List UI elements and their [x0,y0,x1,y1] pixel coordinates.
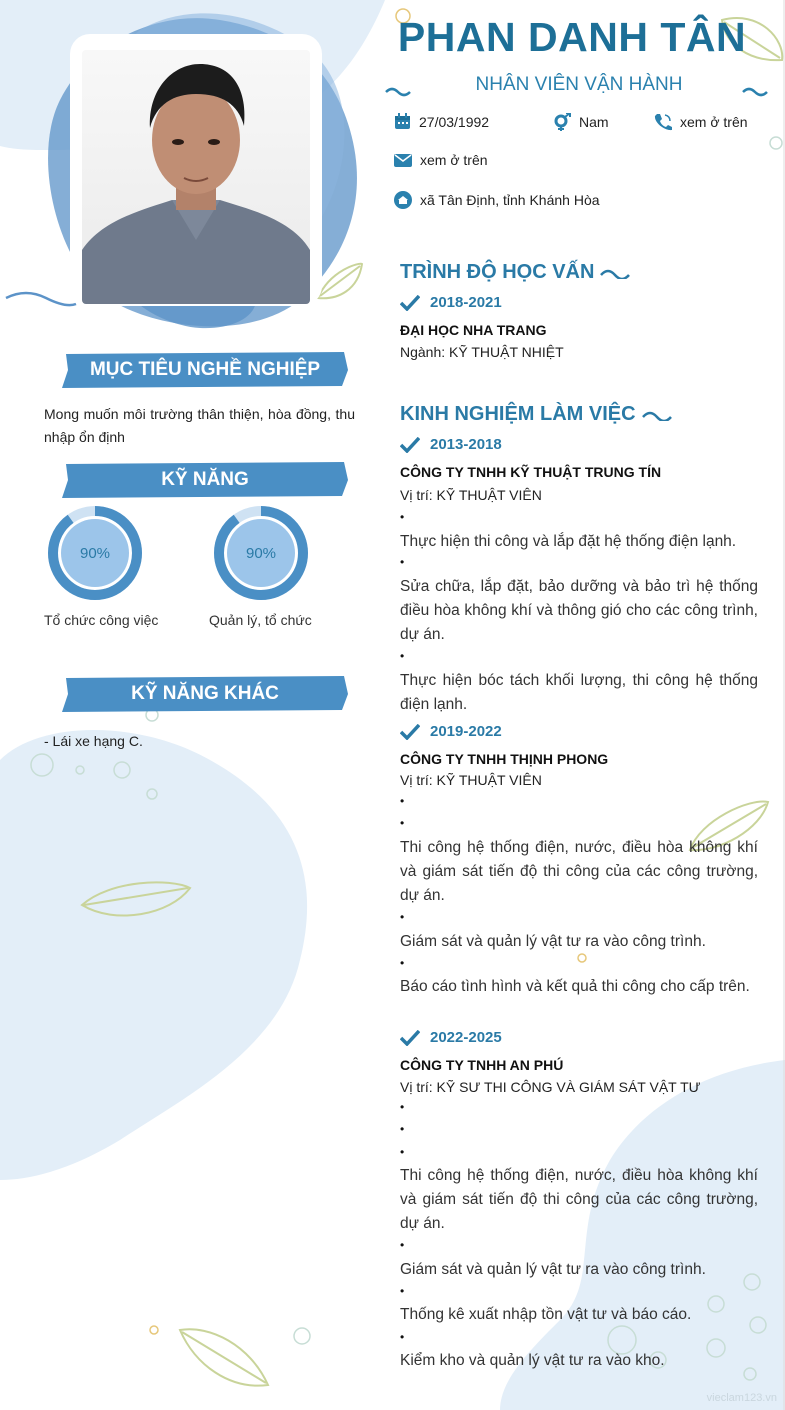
other-skills-banner [60,676,350,712]
bullet-icon: • [400,956,405,970]
skill-percent-1: 90% [79,545,111,562]
skill-donut-1 [47,505,143,601]
skills-heading: KỸ NĂNG [161,469,249,490]
profile-photo [82,50,310,304]
watermark: vieclam123.vn [706,1392,777,1404]
skill-label-2: Quản lý, tổ chức [209,612,312,628]
skills-banner [60,462,350,498]
education-period-row [400,294,502,311]
job-3-period-row [400,1029,502,1046]
bullet-icon: • [400,1100,405,1114]
check-icon [400,724,420,740]
job-1-item-2: Sửa chữa, lắp đặt, bảo dưỡng và bảo trì hệ thống điều hòa không khí và thông gió cho các công trình, dự án. [400,578,758,643]
address-text: xã Tân Định, tỉnh Khánh Hòa [420,192,600,208]
job-3-item-4: Kiểm kho và quản lý vật tư ra vào kho. [400,1352,665,1369]
check-icon [400,437,420,453]
home-location-icon [394,191,412,209]
bullet-icon: • [400,1122,405,1136]
phone-icon [654,113,672,131]
bullet-icon: • [400,794,405,808]
bullet-icon: • [400,1238,405,1252]
other-skills-heading: KỸ NĂNG KHÁC [131,683,279,704]
education-heading: TRÌNH ĐỘ HỌC VẤN [400,261,595,283]
job-3-position: Vị trí: KỸ SƯ THI CÔNG VÀ GIÁM SÁT VẬT TƯ [400,1079,701,1095]
other-skills-text: - Lái xe hạng C. [44,733,143,749]
envelope-icon [394,153,412,168]
job-2-position: Vị trí: KỸ THUẬT VIÊN [400,772,542,788]
wave-icon [642,409,672,421]
job-2-item-2: Giám sát và quản lý vật tư ra vào công trình. [400,933,706,950]
job-1-company: CÔNG TY TNHH KỸ THUẬT TRUNG TÍN [400,464,662,480]
skill-donut-2 [213,505,309,601]
job-1-period-row [400,436,502,453]
objective-heading: MỤC TIÊU NGHỀ NGHIỆP [89,359,321,380]
job-1-item-3: Thực hiện bóc tách khối lượng, thi công hệ thống điện lạnh. [400,672,758,713]
bullet-icon: • [400,1330,405,1344]
skill-percent-2: 90% [245,545,277,562]
job-2-item-3: Báo cáo tình hình và kết quả thi công cho cấp trên. [400,978,750,995]
objective-text: Mong muốn môi trường thân thiện, hòa đồng, thu nhập ổn định [44,406,355,445]
email-row [394,152,488,168]
job-1-item-1: Thực hiện thi công và lắp đặt hệ thống điện lạnh. [400,533,737,550]
phone-row [654,113,748,131]
job-3-period: 2022-2025 [430,1029,502,1046]
bullet-icon: • [400,649,405,663]
check-icon [400,1030,420,1046]
bullet-icon: • [400,1284,405,1298]
address-row [394,191,600,209]
gender-text: Nam [579,114,609,130]
school-major: Ngành: KỸ THUẬT NHIỆT [400,344,564,360]
job-2-item-1: Thi công hệ thống điện, nước, điều hòa không khí và giám sát tiến độ thi công của các công trường, dự án. [400,839,758,904]
job-1-position: Vị trí: KỸ THUẬT VIÊN [400,487,542,503]
bullet-icon: • [400,510,405,524]
candidate-name: PHAN DANH TÂN [397,14,747,60]
experience-heading: KINH NGHIỆM LÀM VIỆC [400,403,636,425]
education-heading-row [400,261,630,284]
job-1-period: 2013-2018 [430,436,502,453]
birthday-text: 27/03/1992 [419,113,490,130]
job-3-item-3: Thống kê xuất nhập tồn vật tư và báo cáo. [400,1306,692,1323]
experience-heading-row [400,403,672,426]
gender-row [553,113,609,131]
gender-icon [553,113,571,131]
job-2-period: 2019-2022 [430,723,502,740]
bullet-icon: • [400,555,405,569]
email-text: xem ở trên [420,152,488,168]
check-icon [400,295,420,311]
job-3-item-1: Thi công hệ thống điện, nước, điều hòa không khí và giám sát tiến độ thi công của các công trường, dự án. [400,1167,758,1232]
bullet-icon: • [400,910,405,924]
job-3-company: CÔNG TY TNHH AN PHÚ [400,1057,564,1073]
job-3-item-2: Giám sát và quản lý vật tư ra vào công trình. [400,1261,706,1278]
bullet-icon: • [400,816,405,830]
objective-banner [60,352,350,388]
education-period: 2018-2021 [430,294,502,311]
birthday-row [394,113,489,130]
calendar-icon [394,113,411,130]
job-2-company: CÔNG TY TNHH THỊNH PHONG [400,751,609,767]
phone-text: xem ở trên [680,114,748,130]
skill-label-1: Tổ chức công việc [44,612,159,628]
bullet-icon: • [400,1145,405,1159]
job-2-period-row [400,723,502,740]
job-title: NHÂN VIÊN VẬN HÀNH [475,74,683,95]
school-name: ĐẠI HỌC NHA TRANG [400,322,547,338]
wave-icon [600,267,630,279]
